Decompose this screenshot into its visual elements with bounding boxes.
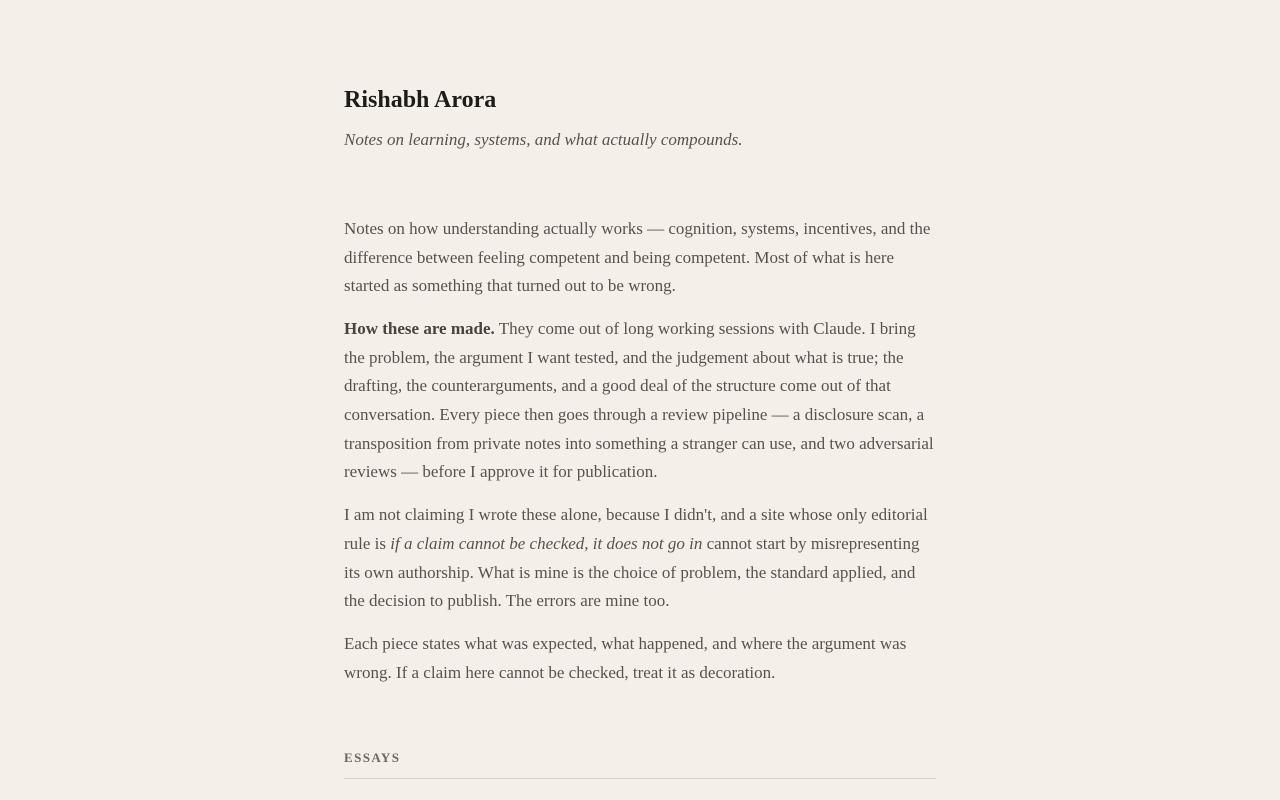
intro-paragraph-2 xyxy=(344,315,936,487)
intro-paragraph-1: Notes on how understanding actually works — cognition, systems, incentives, and the difference between feeling competent and being competent. Most of what is here started as something that turned out to be wrong. xyxy=(344,219,931,296)
essays-divider xyxy=(344,778,936,779)
intro-paragraph-3 xyxy=(344,501,936,615)
authorship-text-before: I am not claiming I wrote these alone, because I didn't, and a site whose only editorial rule is xyxy=(344,505,928,553)
site-title[interactable]: Rishabh Arora xyxy=(344,87,497,113)
essays-section-label: ESSAYS xyxy=(344,750,401,765)
editorial-rule: if a claim cannot be checked, it does not go in xyxy=(390,533,703,553)
authorship-text-after: cannot start by misrepresenting its own authorship. What is mine is the choice of problem, the standard applied, and the decision to publish. The errors are mine too. xyxy=(344,533,920,611)
intro-section xyxy=(344,215,936,702)
intro-paragraph-4: Each piece states what was expected, what happened, and where the argument was wrong. If a claim here cannot be checked, treat it as decoration. xyxy=(344,634,907,682)
how-made-lead: How these are made. xyxy=(344,319,495,339)
how-made-body: They come out of long working sessions with Claude. I bring the problem, the argument I want tested, and the judgement about what is true; the drafting, the counterarguments, and a good deal of the structure come out of that conversation. Every piece then goes through a review pipeline — a disclosure scan, a transposition from private notes into something a stranger can use, and two adversarial reviews — before I approve it for publication. xyxy=(344,319,934,482)
site-tagline: Notes on learning, systems, and what actually compounds. xyxy=(344,130,743,149)
